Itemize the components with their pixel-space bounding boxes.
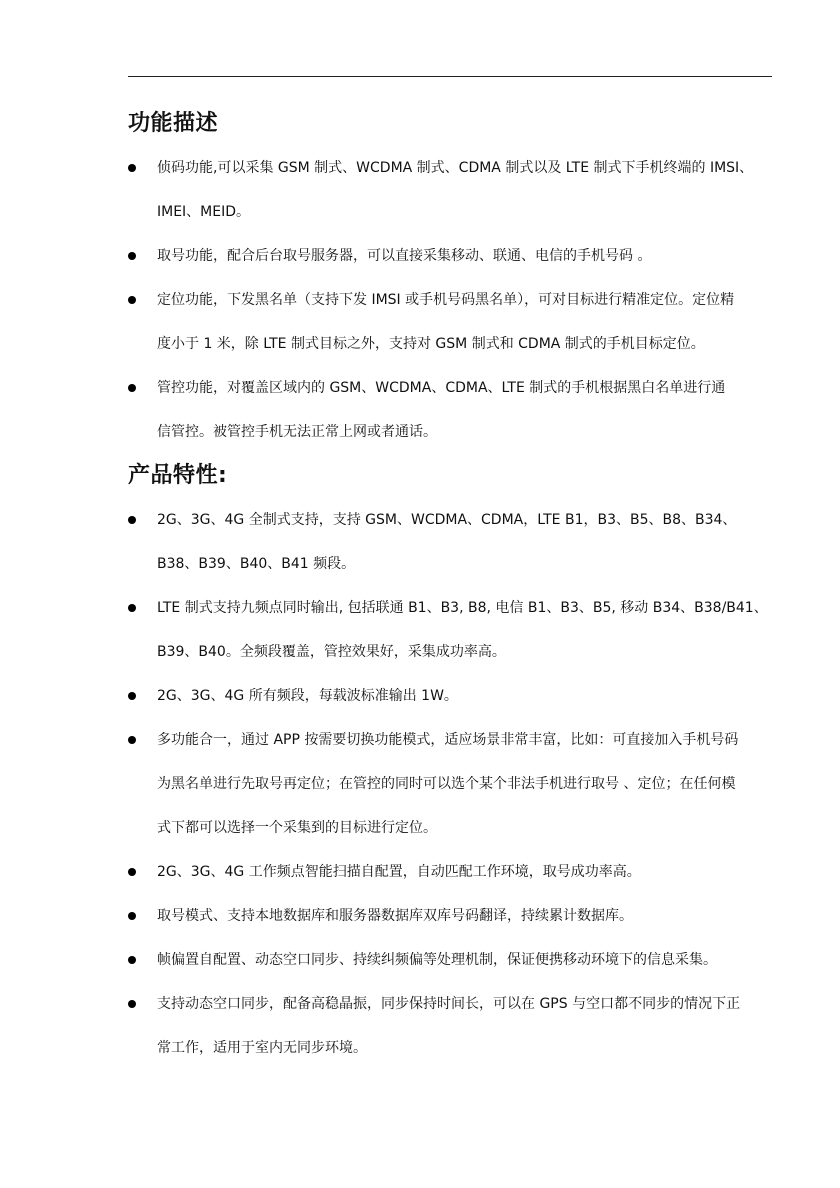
list-item-text: 2G、3G、4G 所有频段，每载波标准输出 1W。	[157, 688, 458, 704]
list-item-text: 多功能合一，通过 APP 按需要切换功能模式，适应场景非常丰富，比如：可直接加入手机号码 为黑名单进行先取号再定位；在管控的同时可以选个某个非法手机进行取号 、定位；在任何模 式下都可以选择一个采集到的目标进行定位。	[157, 732, 739, 836]
bullet-icon	[128, 516, 136, 524]
bullet-icon	[128, 384, 136, 392]
list-item-text: 侦码功能,可以采集 GSM 制式、WCDMA 制式、CDMA 制式以及 LTE 制式下手机终端的 IMSI、 IMEI、MEID。	[157, 160, 754, 220]
list-item-text: 取号模式、支持本地数据库和服务器数据库双库号码翻译，持续累计数据库。	[157, 908, 633, 924]
list-item-text: 支持动态空口同步，配备高稳晶振，同步保持时间长，可以在 GPS 与空口都不同步的情况下正 常工作，适用于室内无同步环境。	[157, 996, 741, 1056]
list-item-text: 管控功能，对覆盖区域内的 GSM、WCDMA、CDMA、LTE 制式的手机根据黑白名单进行通 信管控。被管控手机无法正常上网或者通话。	[157, 380, 726, 440]
list-item-text: 取号功能，配合后台取号服务器，可以直接采集移动、联通、电信的手机号码 。	[157, 248, 652, 264]
bullet-icon	[128, 164, 136, 172]
list-item-text: 定位功能，下发黑名单（支持下发 IMSI 或手机号码黑名单），可对目标进行精准定位。定位精 度小于 1 米，除 LTE 制式目标之外，支持对 GSM 制式和 CDMA 制式的手机目标定位。	[157, 292, 735, 352]
list-item-text: 帧偏置自配置、动态空口同步、持续纠频偏等处理机制，保证便携移动环境下的信息采集。	[157, 952, 717, 968]
list-item-text: LTE 制式支持九频点同时输出, 包括联通 B1、B3, B8, 电信 B1、B3、B5, 移动 B34、B38/B41、 B39、B40。全频段覆盖，管控效果好，采集成功率高。	[157, 600, 768, 660]
bullet-icon	[128, 956, 136, 964]
header-rule	[128, 76, 772, 77]
bullet-icon	[128, 736, 136, 744]
section-title-function-description: 功能描述	[128, 111, 219, 136]
bullet-icon	[128, 912, 136, 920]
bullet-icon	[128, 296, 136, 304]
bullet-icon	[128, 1000, 136, 1008]
list-item-text: 2G、3G、4G 全制式支持，支持 GSM、WCDMA、CDMA，LTE B1，B3、B5、B8、B34、 B38、B39、B40、B41 频段。	[157, 512, 737, 572]
bullet-icon	[128, 252, 136, 260]
bullet-icon	[128, 604, 136, 612]
section-title-product-features: 产品特性:	[128, 463, 228, 488]
bullet-icon	[128, 692, 136, 700]
bullet-icon	[128, 868, 136, 876]
list-item-text: 2G、3G、4G 工作频点智能扫描自配置，自动匹配工作环境，取号成功率高。	[157, 864, 641, 880]
